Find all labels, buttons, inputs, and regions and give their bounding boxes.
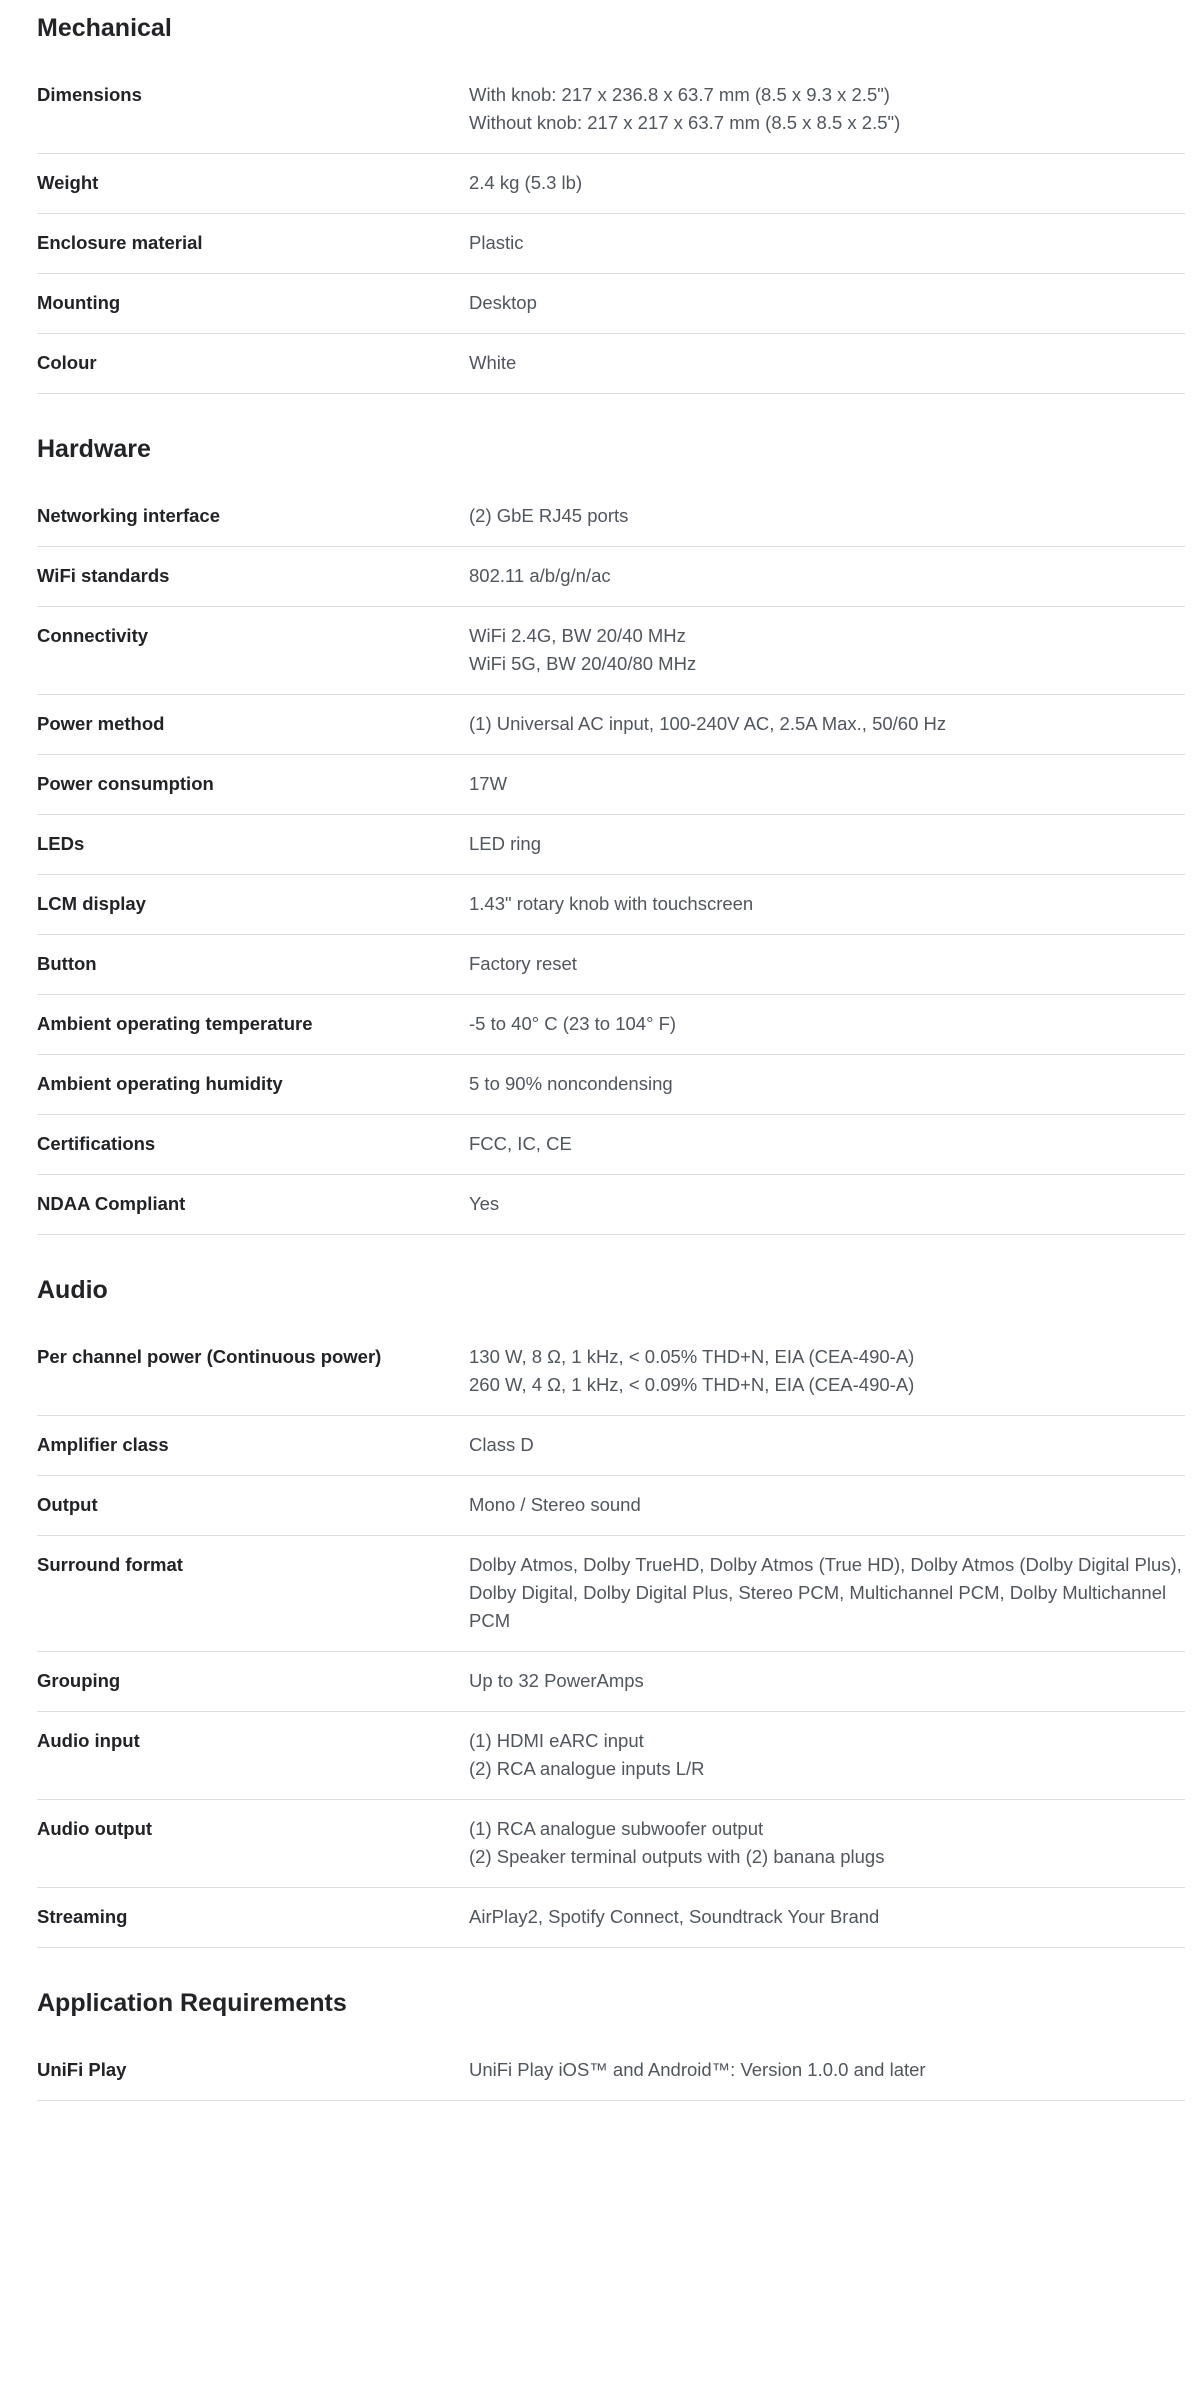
spec-value-line: Up to 32 PowerAmps: [469, 1670, 644, 1691]
spec-value-line: (2) GbE RJ45 ports: [469, 505, 629, 526]
spec-row-wifi-standards: [37, 547, 1185, 607]
spec-row-connectivity: [37, 607, 1185, 695]
spec-table: [37, 1328, 1185, 1948]
spec-row-ndaa-compliant: [37, 1175, 1185, 1235]
spec-value-line: 2.4 kg (5.3 lb): [469, 172, 583, 193]
spec-value: [469, 1667, 1185, 1695]
spec-value-line: -5 to 40° C (23 to 104° F): [469, 1013, 677, 1034]
spec-label: Dimensions: [37, 84, 142, 105]
spec-value-line: LED ring: [469, 833, 541, 854]
spec-value-line: Without knob: 217 x 217 x 63.7 mm (8.5 x 8.5 x 2.5"): [469, 112, 901, 133]
spec-row-dimensions: [37, 66, 1185, 154]
spec-label: Surround format: [37, 1554, 183, 1575]
spec-value-line: (1) RCA analogue subwoofer output: [469, 1818, 764, 1839]
spec-label: Ambient operating humidity: [37, 1073, 283, 1094]
spec-label: WiFi standards: [37, 565, 170, 586]
spec-label: NDAA Compliant: [37, 1193, 186, 1214]
spec-value: [469, 830, 1185, 858]
spec-label: Networking interface: [37, 505, 220, 526]
section-title: Mechanical: [37, 14, 172, 42]
spec-value-line: WiFi 2.4G, BW 20/40 MHz: [469, 625, 686, 646]
spec-label: Weight: [37, 172, 99, 193]
spec-label: Power method: [37, 713, 165, 734]
spec-label: Connectivity: [37, 625, 149, 646]
spec-value: [469, 1903, 1185, 1931]
spec-table: [37, 2041, 1185, 2101]
spec-value: [469, 1491, 1185, 1519]
spec-value-line: Desktop: [469, 292, 537, 313]
spec-label: Certifications: [37, 1133, 156, 1154]
section-title: Audio: [37, 1276, 108, 1304]
spec-row-enclosure-material: [37, 214, 1185, 274]
spec-section-mechanical: [37, 12, 1185, 394]
spec-value: [469, 1190, 1185, 1218]
spec-value: [469, 770, 1185, 798]
spec-value-line: Mono / Stereo sound: [469, 1494, 641, 1515]
spec-value-line: 5 to 90% noncondensing: [469, 1073, 673, 1094]
spec-label: Power consumption: [37, 773, 214, 794]
spec-row-power-method: [37, 695, 1185, 755]
spec-value-line: 130 W, 8 Ω, 1 kHz, < 0.05% THD+N, EIA (CEA-490-A): [469, 1346, 915, 1367]
spec-label: Button: [37, 953, 97, 974]
section-title: Hardware: [37, 435, 151, 463]
spec-label: Audio input: [37, 1730, 140, 1751]
spec-value-line: 1.43" rotary knob with touchscreen: [469, 893, 754, 914]
spec-value: [469, 1130, 1185, 1158]
spec-row-leds: [37, 815, 1185, 875]
spec-label: Streaming: [37, 1906, 128, 1927]
spec-label: Per channel power (Continuous power): [37, 1346, 382, 1367]
spec-value-line: UniFi Play iOS™ and Android™: Version 1.0.0 and later: [469, 2059, 926, 2080]
spec-section-application-requirements: [37, 1987, 1185, 2101]
spec-row-mounting: [37, 274, 1185, 334]
spec-section-hardware: [37, 433, 1185, 1235]
spec-value: [469, 502, 1185, 530]
spec-value: [469, 622, 1185, 678]
spec-table: [37, 66, 1185, 394]
spec-value-line: (2) RCA analogue inputs L/R: [469, 1758, 705, 1779]
spec-label: UniFi Play: [37, 2059, 127, 2080]
spec-value-line: FCC, IC, CE: [469, 1133, 572, 1154]
spec-section-audio: [37, 1274, 1185, 1948]
spec-value-line: White: [469, 352, 517, 373]
spec-value: [469, 1727, 1185, 1783]
spec-label: Audio output: [37, 1818, 153, 1839]
spec-label: Colour: [37, 352, 97, 373]
spec-row-audio-output: [37, 1800, 1185, 1888]
spec-row-button: [37, 935, 1185, 995]
spec-value: [469, 1551, 1185, 1635]
spec-label: LCM display: [37, 893, 146, 914]
spec-row-ambient-operating-temperature: [37, 995, 1185, 1055]
spec-value-line: 260 W, 4 Ω, 1 kHz, < 0.09% THD+N, EIA (CEA-490-A): [469, 1374, 915, 1395]
spec-value-line: (2) Speaker terminal outputs with (2) banana plugs: [469, 1846, 885, 1867]
section-title: Application Requirements: [37, 1989, 347, 2017]
spec-value: [469, 1010, 1185, 1038]
spec-label: Enclosure material: [37, 232, 203, 253]
spec-label: Output: [37, 1494, 98, 1515]
spec-value: [469, 169, 1185, 197]
spec-value: [469, 81, 1185, 137]
spec-label: LEDs: [37, 833, 85, 854]
spec-value-line: WiFi 5G, BW 20/40/80 MHz: [469, 653, 697, 674]
spec-row-streaming: [37, 1888, 1185, 1948]
spec-value: [469, 950, 1185, 978]
spec-value-line: 17W: [469, 773, 508, 794]
spec-value-line: Factory reset: [469, 953, 577, 974]
spec-row-grouping: [37, 1652, 1185, 1712]
spec-value: [469, 1815, 1185, 1871]
spec-row-lcm-display: [37, 875, 1185, 935]
spec-value-line: AirPlay2, Spotify Connect, Soundtrack Your Brand: [469, 1906, 880, 1927]
spec-row-surround-format: [37, 1536, 1185, 1652]
spec-value-line: 802.11 a/b/g/n/ac: [469, 565, 611, 586]
spec-row-amplifier-class: [37, 1416, 1185, 1476]
spec-table: [37, 487, 1185, 1235]
spec-row-power-consumption: [37, 755, 1185, 815]
spec-row-output: [37, 1476, 1185, 1536]
spec-value-line: (1) HDMI eARC input: [469, 1730, 644, 1751]
spec-row-weight: [37, 154, 1185, 214]
spec-label: Grouping: [37, 1670, 121, 1691]
spec-value-line: Yes: [469, 1193, 500, 1214]
spec-value: [469, 2056, 1185, 2084]
spec-value: [469, 349, 1185, 377]
spec-row-certifications: [37, 1115, 1185, 1175]
spec-value-line: Class D: [469, 1434, 534, 1455]
spec-label: Amplifier class: [37, 1434, 169, 1455]
spec-row-colour: [37, 334, 1185, 394]
spec-value-line: Dolby Atmos, Dolby TrueHD, Dolby Atmos (True HD), Dolby Atmos (Dolby Digital Plus), Dolby Digital, Dolby Digital Plus, Stereo PCM, Multichannel PCM, Dolby Multichannel PCM: [469, 1554, 1182, 1631]
spec-row-networking-interface: [37, 487, 1185, 547]
spec-row-audio-input: [37, 1712, 1185, 1800]
spec-value-line: Plastic: [469, 232, 524, 253]
spec-value: [469, 289, 1185, 317]
spec-value: [469, 890, 1185, 918]
spec-value: [469, 229, 1185, 257]
spec-value: [469, 1431, 1185, 1459]
spec-value: [469, 1070, 1185, 1098]
spec-row-ambient-operating-humidity: [37, 1055, 1185, 1115]
spec-label: Mounting: [37, 292, 121, 313]
spec-sheet: [37, 12, 1185, 2101]
spec-label: Ambient operating temperature: [37, 1013, 313, 1034]
spec-value: [469, 710, 1185, 738]
spec-value: [469, 562, 1185, 590]
spec-value-line: (1) Universal AC input, 100-240V AC, 2.5A Max., 50/60 Hz: [469, 713, 947, 734]
spec-value: [469, 1343, 1185, 1399]
spec-value-line: With knob: 217 x 236.8 x 63.7 mm (8.5 x 9.3 x 2.5"): [469, 84, 890, 105]
spec-row-per-channel-power-continuous-power: [37, 1328, 1185, 1416]
spec-row-unifi-play: [37, 2041, 1185, 2101]
